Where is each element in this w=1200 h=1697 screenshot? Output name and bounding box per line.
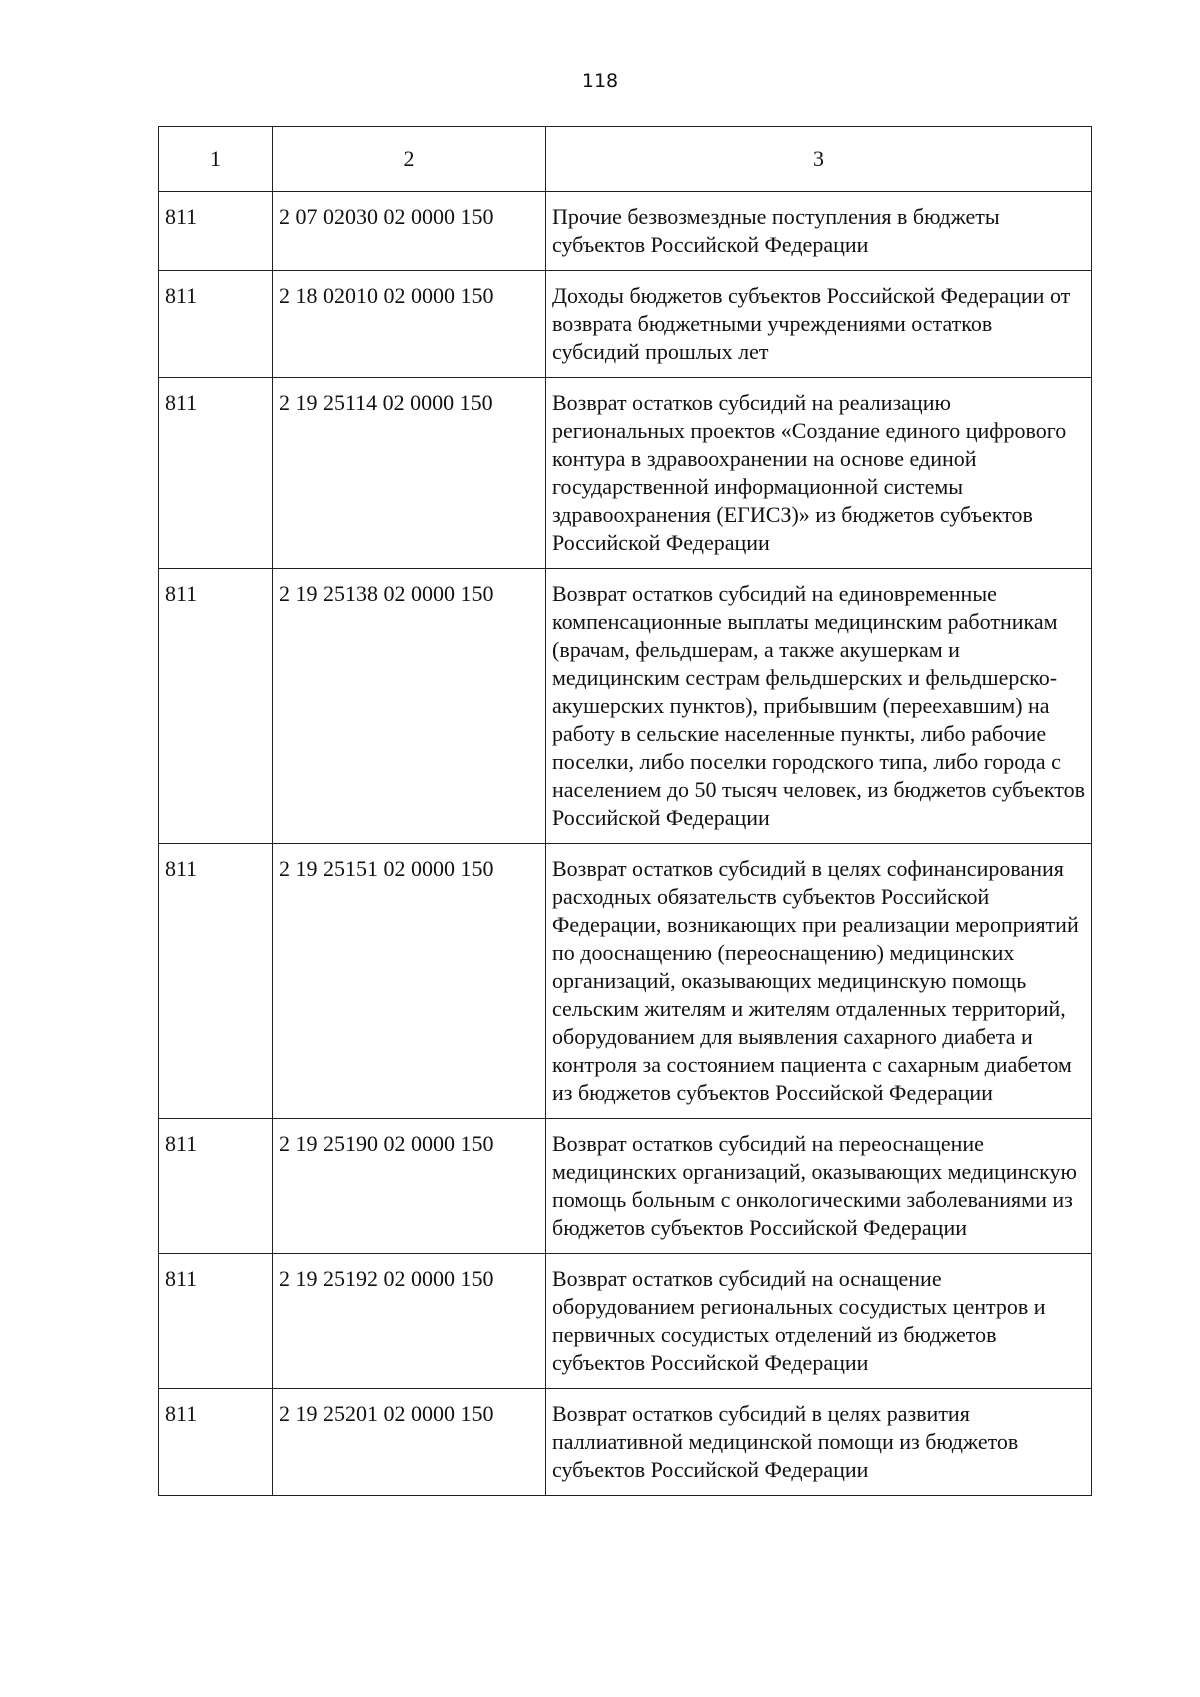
admin-code-cell: 811 (159, 1119, 273, 1254)
table-row (159, 1119, 1092, 1254)
admin-code-cell: 811 (159, 569, 273, 844)
budget-code-cell: 2 19 25114 02 0000 150 (273, 378, 546, 569)
table-row (159, 844, 1092, 1119)
table-row (159, 569, 1092, 844)
budget-code-cell: 2 19 25192 02 0000 150 (273, 1254, 546, 1389)
table-row (159, 1389, 1092, 1496)
description-cell: Возврат остатков субсидий в целях развития паллиативной медицинской помощи из бюджетов субъектов Российской Федерации (546, 1389, 1092, 1496)
budget-codes-table (158, 126, 1092, 1496)
description-cell: Возврат остатков субсидий на переоснащение медицинских организаций, оказывающих медицинскую помощь больным с онкологическими заболеваниями из бюджетов субъектов Российской Федерации (546, 1119, 1092, 1254)
admin-code-cell: 811 (159, 192, 273, 271)
column-header-2: 2 (273, 127, 546, 192)
description-cell: Возврат остатков субсидий на оснащение оборудованием региональных сосудистых центров и первичных сосудистых отделений из бюджетов субъектов Российской Федерации (546, 1254, 1092, 1389)
table-row (159, 192, 1092, 271)
admin-code-cell: 811 (159, 1254, 273, 1389)
column-header-1: 1 (159, 127, 273, 192)
budget-code-cell: 2 19 25201 02 0000 150 (273, 1389, 546, 1496)
page-number: 118 (581, 70, 619, 92)
budget-code-cell: 2 19 25151 02 0000 150 (273, 844, 546, 1119)
admin-code-cell: 811 (159, 271, 273, 378)
table-row (159, 271, 1092, 378)
admin-code-cell: 811 (159, 1389, 273, 1496)
admin-code-cell: 811 (159, 844, 273, 1119)
description-cell: Прочие безвозмездные поступления в бюджеты субъектов Российской Федерации (546, 192, 1092, 271)
description-cell: Доходы бюджетов субъектов Российской Федерации от возврата бюджетными учреждениями остатков субсидий прошлых лет (546, 271, 1092, 378)
description-cell: Возврат остатков субсидий на реализацию региональных проектов «Создание единого цифрового контура в здравоохранении на основе единой государственной информационной системы здравоохранения (ЕГИСЗ)» из бюджетов субъектов Российской Федерации (546, 378, 1092, 569)
budget-code-cell: 2 07 02030 02 0000 150 (273, 192, 546, 271)
budget-code-cell: 2 19 25138 02 0000 150 (273, 569, 546, 844)
column-header-3: 3 (546, 127, 1092, 192)
budget-code-cell: 2 19 25190 02 0000 150 (273, 1119, 546, 1254)
admin-code-cell: 811 (159, 378, 273, 569)
description-cell: Возврат остатков субсидий на единовременные компенсационные выплаты медицинским работникам (врачам, фельдшерам, а также акушеркам и медицинским сестрам фельдшерских и фельдшерско-акушерских пунктов), прибывшим (переехавшим) на работу в сельские населенные пункты, либо рабочие поселки, либо поселки городского типа, либо города с населением до 50 тысяч человек, из бюджетов субъектов Российской Федерации (546, 569, 1092, 844)
table-row (159, 1254, 1092, 1389)
header-row (159, 127, 1092, 192)
description-cell: Возврат остатков субсидий в целях софинансирования расходных обязательств субъектов Российской Федерации, возникающих при реализации мероприятий по дооснащению (переоснащению) медицинских организаций, оказывающих медицинскую помощь сельским жителям и жителям отдаленных территорий, оборудованием для выявления сахарного диабета и контроля за состоянием пациента с сахарным диабетом из бюджетов субъектов Российской Федерации (546, 844, 1092, 1119)
budget-code-cell: 2 18 02010 02 0000 150 (273, 271, 546, 378)
table-row (159, 378, 1092, 569)
